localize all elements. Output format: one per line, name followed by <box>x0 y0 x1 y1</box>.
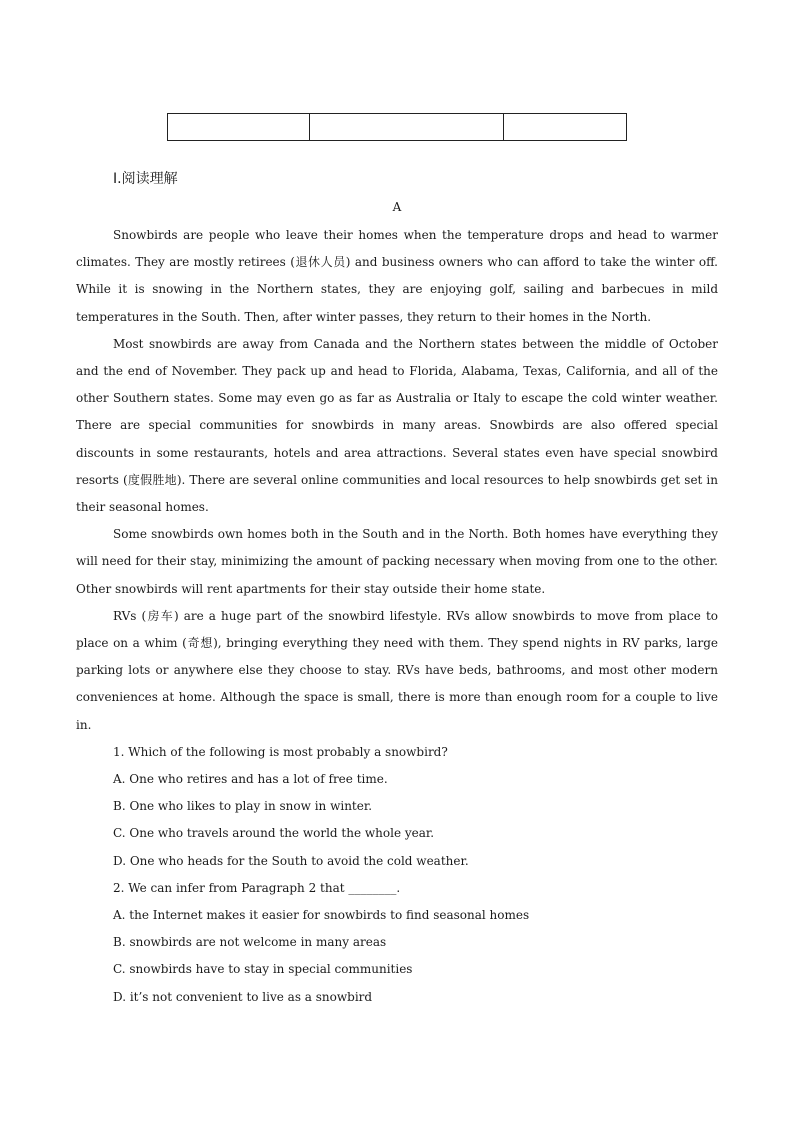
question-2-stem: 2. We can infer from Paragraph 2 that ________. <box>113 880 401 895</box>
question-1-stem: 1. Which of the following is most probably a snowbird? <box>113 744 448 759</box>
question-1-option-b: B. One who likes to play in snow in winter. <box>113 799 373 814</box>
header-info-row <box>168 114 627 141</box>
question-1-option-c: C. One who travels around the world the whole year. <box>113 826 435 841</box>
section-heading: Ⅰ.阅读理解 <box>113 171 178 187</box>
passage-paragraph-4: RVs (房车) are a huge part of the snowbird lifestyle. RVs allow snowbirds to move from place to place on a whim (奇想), bringing everything they need with them. They spend nights in RV parks, large parking lots or anywhere else they choose to stay. RVs have beds, bathrooms, and most other modern conveniences at home. Although the space is small, there is more than enough room for a couple to live in. <box>76 608 718 732</box>
question-1-option-a: A. One who retires and has a lot of free time. <box>113 772 388 787</box>
header-cell-3 <box>504 114 627 141</box>
header-info-table <box>167 113 627 141</box>
passage-paragraph-3: Some snowbirds own homes both in the South and in the North. Both homes have everything they will need for their stay, minimizing the amount of packing necessary when moving from one to the other. Other snowbirds will rent apartments for their stay outside their home state. <box>76 527 718 596</box>
passage-paragraph-2: Most snowbirds are away from Canada and the Northern states between the middle of October and the end of November. They pack up and head to Florida, Alabama, Texas, California, and all of the other Southern states. Some may even go as far as Australia or Italy to escape the cold winter weather. There are special communities for snowbirds in many areas. Snowbirds are also offered special discounts in some restaurants, hotels and area attractions. Several states even have special snowbird resorts (度假胜地). There are several online communities and local resources to help snowbirds get set in their seasonal homes. <box>76 336 718 515</box>
question-2-option-d: D. it’s not convenient to live as a snowbird <box>113 989 373 1004</box>
passage-label: A <box>392 200 402 214</box>
header-cell-1 <box>168 114 310 141</box>
document-content <box>76 222 718 1011</box>
header-cell-2 <box>310 114 504 141</box>
passage-paragraph-1: Snowbirds are people who leave their homes when the temperature drops and head to warmer climates. They are mostly retirees (退休人员) and business owners who can afford to take the winter off. While it is snowing in the Northern states, they are enjoying golf, sailing and barbecues in mild temperatures in the South. Then, after winter passes, they return to their homes in the North. <box>76 228 718 324</box>
question-1-option-d: D. One who heads for the South to avoid the cold weather. <box>113 853 469 868</box>
question-2-option-b: B. snowbirds are not welcome in many areas <box>113 935 387 950</box>
question-2-option-a: A. the Internet makes it easier for snowbirds to find seasonal homes <box>113 908 530 923</box>
question-2-option-c: C. snowbirds have to stay in special communities <box>113 962 413 977</box>
